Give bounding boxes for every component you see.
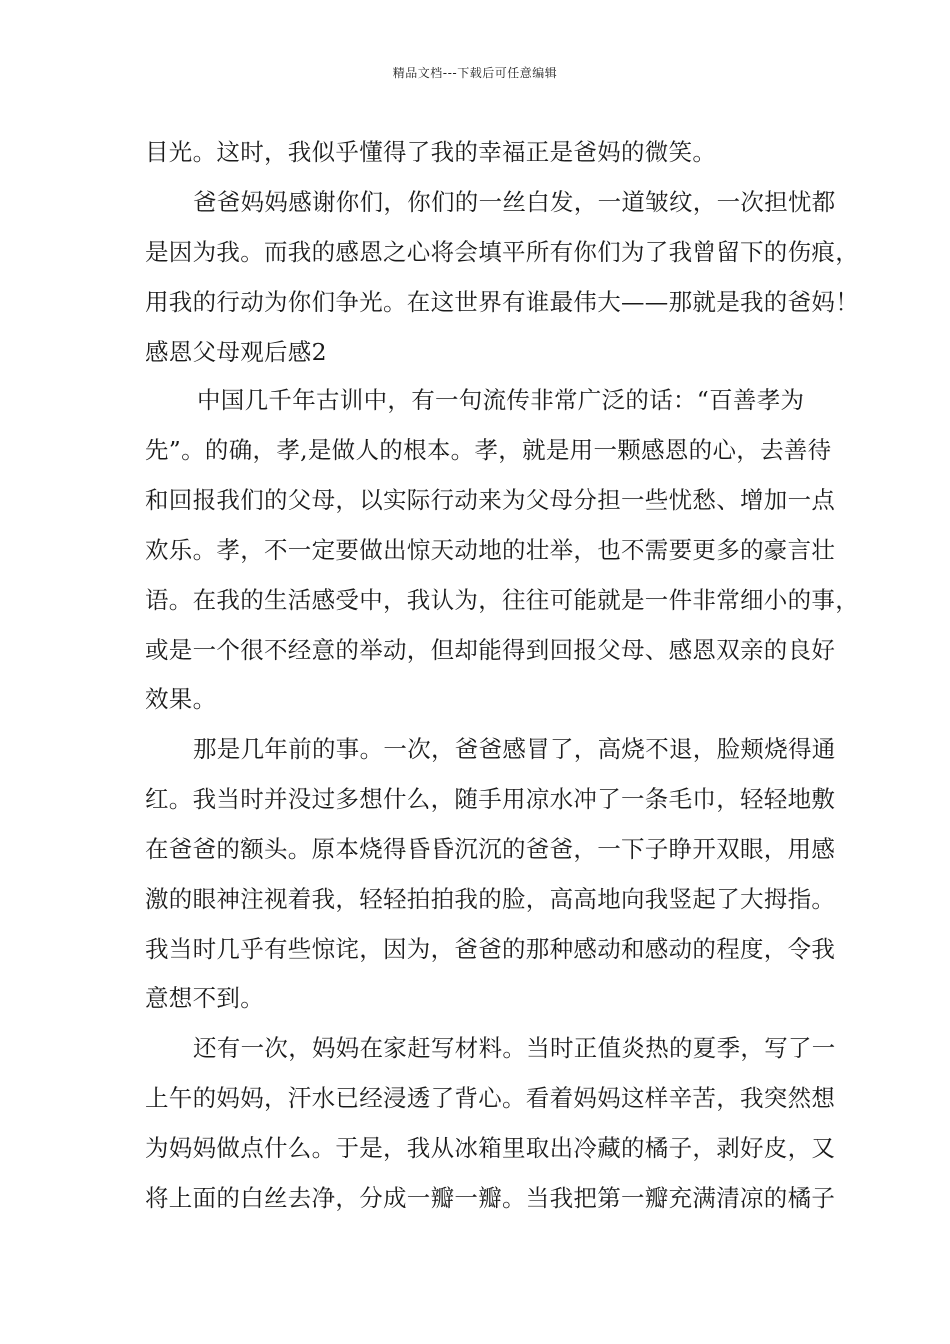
text-line: 意想不到。 <box>145 984 264 1012</box>
text-line: 在爸爸的额头。原本烧得昏昏沉沉的爸爸，一下子睁开双眼，用感 <box>145 835 836 863</box>
text-line: 红。我当时并没过多想什么，随手用凉水冲了一条毛巾，轻轻地敷 <box>145 785 836 813</box>
text-line: 和回报我们的父母，以实际行动来为父母分担一些忧愁、增加一点 <box>145 486 836 514</box>
text-line: 中国几千年古训中，有一句流传非常广泛的话：“百善孝为 <box>197 386 805 414</box>
text-line: 爸爸妈妈感谢你们，你们的一丝白发，一道皱纹，一次担忧都 <box>193 188 836 216</box>
text-line: 或是一个很不经意的举动，但却能得到回报父母、感恩双亲的良好 <box>145 636 836 664</box>
text-line: 是因为我。而我的感恩之心将会填平所有你们为了我曾留下的伤痕， <box>145 238 859 266</box>
text-line: 效果。 <box>145 685 217 713</box>
text-line: 先”。的确，孝,是做人的根本。孝，就是用一颗感恩的心，去善待 <box>145 436 832 464</box>
text-line: 那是几年前的事。一次，爸爸感冒了，高烧不退，脸颊烧得通 <box>193 735 836 763</box>
page-header: 精品文档---下载后可任意编辑 <box>392 66 558 80</box>
text-line: 语。在我的生活感受中，我认为，往往可能就是一件非常细小的事， <box>145 586 859 614</box>
text-line: 上午的妈妈，汗水已经浸透了背心。看着妈妈这样辛苦，我突然想 <box>145 1084 836 1112</box>
text-line: 为妈妈做点什么。于是，我从冰箱里取出冷藏的橘子，剥好皮，又 <box>145 1134 836 1162</box>
text-line: 将上面的白丝去净，分成一瓣一瓣。当我把第一瓣充满清凉的橘子 <box>145 1184 836 1212</box>
text-line: 用我的行动为你们争光。在这世界有谁最伟大——那就是我的爸妈！ <box>145 288 859 316</box>
text-line: 欢乐。孝，不一定要做出惊天动地的壮举，也不需要更多的豪言壮 <box>145 536 836 564</box>
text-line: 我当时几乎有些惊诧，因为，爸爸的那种感动和感动的程度，令我 <box>145 935 836 963</box>
text-line: 目光。这时，我似乎懂得了我的幸福正是爸妈的微笑。 <box>145 138 717 166</box>
text-line: 还有一次，妈妈在家赶写材料。当时正值炎热的夏季，写了一 <box>193 1034 836 1062</box>
text-line: 激的眼神注视着我，轻轻拍拍我的脸，高高地向我竖起了大拇指。 <box>145 885 836 913</box>
section-heading: 感恩父母观后感2 <box>145 338 327 366</box>
